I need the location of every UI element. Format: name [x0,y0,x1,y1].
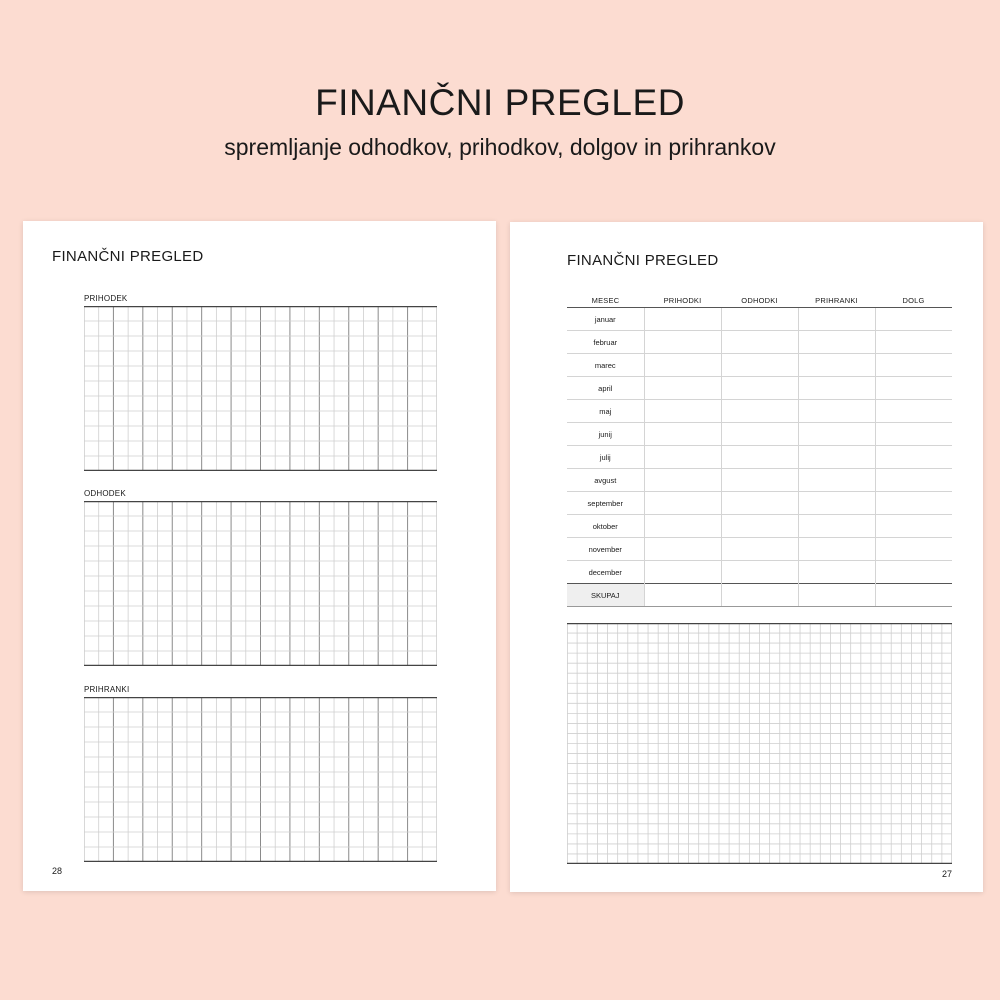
income-cell[interactable] [644,377,721,400]
income-cell[interactable] [644,492,721,515]
table-row [567,377,952,400]
total-expenses-cell[interactable] [721,584,798,607]
month-cell: april [567,377,644,400]
expense-grid[interactable] [84,501,437,666]
debt-cell[interactable] [875,492,952,515]
table-row [567,423,952,446]
expenses-cell[interactable] [721,561,798,584]
debt-cell[interactable] [875,423,952,446]
debt-cell[interactable] [875,331,952,354]
table-row [567,492,952,515]
expenses-cell[interactable] [721,538,798,561]
financial-overview-table [567,294,952,607]
income-cell[interactable] [644,354,721,377]
month-cell: oktober [567,515,644,538]
expenses-cell[interactable] [721,400,798,423]
table-row [567,538,952,561]
table-row [567,331,952,354]
income-cell[interactable] [644,308,721,331]
right-page-number: 27 [942,869,953,879]
month-cell: avgust [567,469,644,492]
savings-cell[interactable] [798,469,875,492]
savings-grid[interactable] [84,697,437,862]
income-cell[interactable] [644,538,721,561]
expenses-cell[interactable] [721,423,798,446]
section-label-income: PRIHODEK [84,294,128,303]
month-cell: september [567,492,644,515]
income-cell[interactable] [644,515,721,538]
table-row [567,354,952,377]
expense-grid-lines [84,501,437,666]
month-cell: julij [567,446,644,469]
hero-subtitle: spremljanje odhodkov, prihodkov, dolgov in prihrankov [224,134,776,160]
column-header-income: PRIHODKI [644,294,721,308]
income-cell[interactable] [644,331,721,354]
section-label-savings: PRIHRANKI [84,685,130,694]
expenses-cell[interactable] [721,308,798,331]
savings-grid-lines [84,697,437,862]
month-cell: februar [567,331,644,354]
debt-cell[interactable] [875,469,952,492]
savings-cell[interactable] [798,377,875,400]
debt-cell[interactable] [875,561,952,584]
month-cell: november [567,538,644,561]
table-row [567,446,952,469]
month-cell: december [567,561,644,584]
income-grid-lines [84,306,437,471]
debt-cell[interactable] [875,538,952,561]
savings-cell[interactable] [798,538,875,561]
notes-grid[interactable] [567,623,952,864]
expenses-cell[interactable] [721,446,798,469]
total-label-cell: SKUPAJ [567,584,644,607]
table-row [567,308,952,331]
left-page [23,221,496,891]
table-row [567,469,952,492]
income-grid[interactable] [84,306,437,471]
income-cell[interactable] [644,423,721,446]
column-header-debt: DOLG [875,294,952,308]
expenses-cell[interactable] [721,354,798,377]
notes-grid-lines [567,623,952,864]
table-row [567,400,952,423]
savings-cell[interactable] [798,354,875,377]
column-header-expenses: ODHODKI [721,294,798,308]
month-cell: marec [567,354,644,377]
section-label-expense: ODHODEK [84,489,126,498]
right-page-heading: FINANČNI PREGLED [567,252,719,269]
debt-cell[interactable] [875,446,952,469]
income-cell[interactable] [644,400,721,423]
right-page [510,222,983,892]
debt-cell[interactable] [875,515,952,538]
income-cell[interactable] [644,469,721,492]
table-header-row [567,294,952,308]
left-page-heading: FINANČNI PREGLED [52,248,204,265]
hero-title: FINANČNI PREGLED [315,82,685,123]
table-row [567,561,952,584]
savings-cell[interactable] [798,331,875,354]
column-header-savings: PRIHRANKI [798,294,875,308]
total-row [567,584,952,607]
savings-cell[interactable] [798,515,875,538]
total-income-cell[interactable] [644,584,721,607]
month-cell: junij [567,423,644,446]
savings-cell[interactable] [798,400,875,423]
savings-cell[interactable] [798,308,875,331]
left-page-number: 28 [52,866,63,876]
savings-cell[interactable] [798,423,875,446]
savings-cell[interactable] [798,446,875,469]
expenses-cell[interactable] [721,515,798,538]
debt-cell[interactable] [875,400,952,423]
income-cell[interactable] [644,446,721,469]
expenses-cell[interactable] [721,331,798,354]
month-cell: maj [567,400,644,423]
total-savings-cell[interactable] [798,584,875,607]
total-debt-cell[interactable] [875,584,952,607]
column-header-month: MESEC [567,294,644,308]
expenses-cell[interactable] [721,492,798,515]
debt-cell[interactable] [875,354,952,377]
expenses-cell[interactable] [721,377,798,400]
debt-cell[interactable] [875,377,952,400]
savings-cell[interactable] [798,561,875,584]
expenses-cell[interactable] [721,469,798,492]
table-row [567,515,952,538]
debt-cell[interactable] [875,308,952,331]
income-cell[interactable] [644,561,721,584]
savings-cell[interactable] [798,492,875,515]
month-cell: januar [567,308,644,331]
